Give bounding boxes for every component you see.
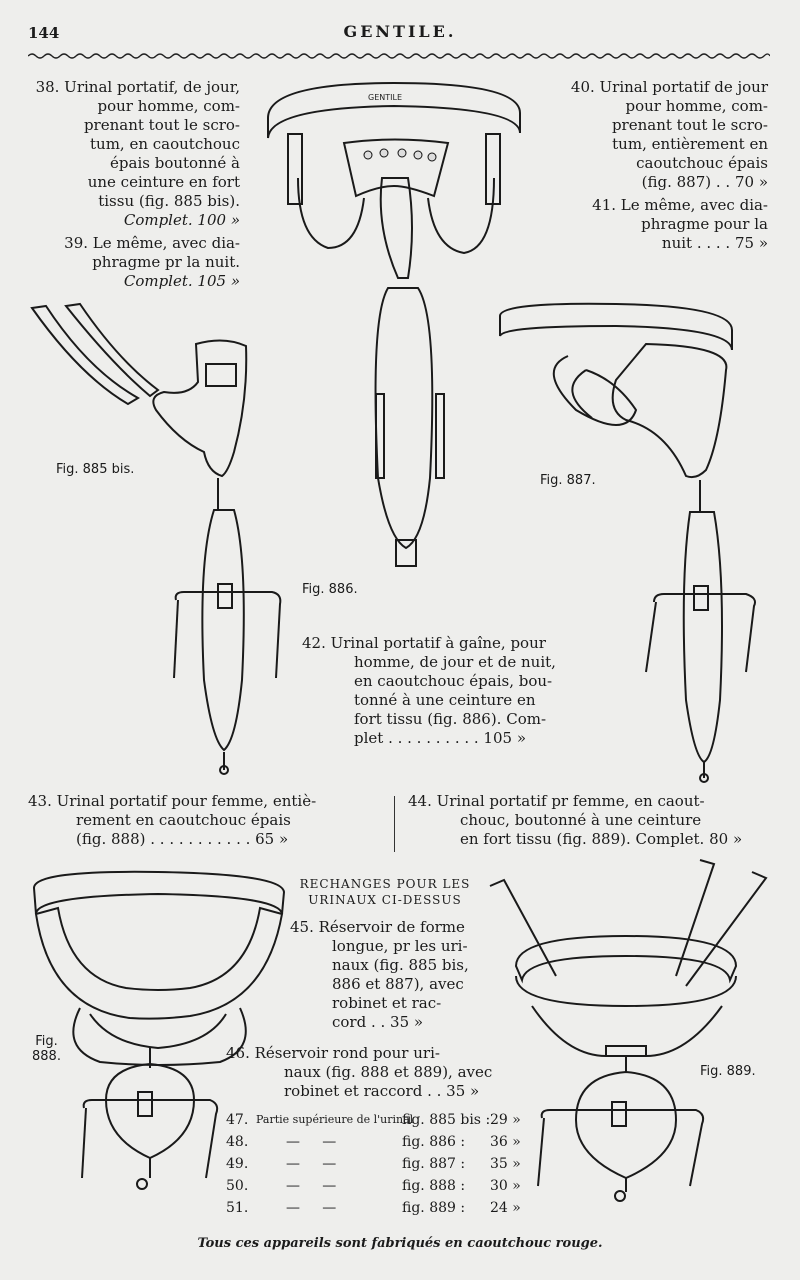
item-38	[28, 78, 240, 230]
row-number: 47.	[226, 1112, 249, 1128]
item-45-line: 886 et 887), avec	[332, 975, 464, 993]
item-45-line: robinet et rac-	[332, 994, 442, 1012]
fig-889-caption: Fig. 889.	[700, 1064, 756, 1079]
item-40-price: (fig. 887) . . 70 »	[641, 173, 768, 191]
item-41-line: phragme pour la	[641, 215, 768, 233]
item-38-line: 38. Urinal portatif, de jour,	[35, 78, 240, 96]
rechanges-heading	[290, 876, 480, 908]
item-46-line: 46. Réservoir rond pour uri-	[226, 1044, 440, 1062]
item-42	[302, 634, 598, 748]
item-44	[408, 792, 770, 849]
fig-889-illustration	[486, 856, 768, 1216]
row-fig: fig. 888 :	[402, 1178, 466, 1194]
row-number: 51.	[226, 1200, 249, 1216]
item-45-price: cord . . 35 »	[332, 1013, 424, 1031]
item-39	[28, 234, 240, 291]
item-44-price: en fort tissu (fig. 889). Complet. 80 »	[460, 830, 743, 848]
fig-888-caption-line: 888.	[32, 1049, 61, 1064]
item-40-line: prenant tout le scro-	[611, 116, 768, 134]
fig-886-illustration	[258, 78, 530, 578]
page-title: GENTILE.	[343, 22, 457, 41]
item-42-line: en caoutchouc épais, bou-	[354, 672, 553, 690]
row-desc: Partie supérieure de l'urinal	[256, 1113, 414, 1126]
row-desc: — —	[286, 1200, 337, 1216]
fig-885bis-caption: Fig. 885 bis.	[56, 462, 135, 477]
item-42-line: fort tissu (fig. 886). Com-	[354, 710, 547, 728]
item-43	[28, 792, 388, 849]
item-38-price: Complet. 100 »	[123, 211, 240, 229]
fig-885bis-illustration	[28, 300, 288, 780]
row-price: 36 »	[490, 1134, 521, 1150]
item-38-line: prenant tout le scro-	[83, 116, 240, 134]
row-price: 35 »	[490, 1156, 521, 1172]
row-price: 24 »	[490, 1200, 521, 1216]
item-42-price: plet . . . . . . . . . . 105 »	[354, 729, 527, 747]
item-38-line: épais boutonné à	[110, 154, 240, 172]
item-43-price: (fig. 888) . . . . . . . . . . . 65 »	[76, 830, 289, 848]
item-38-line: tum, en caoutchouc	[90, 135, 240, 153]
item-45-line: naux (fig. 885 bis,	[332, 956, 469, 974]
item-42-line: 42. Urinal portatif à gaîne, pour	[302, 634, 546, 652]
item-43-line: rement en caoutchouc épais	[76, 811, 291, 829]
item-40	[558, 78, 768, 192]
item-41-price: nuit . . . . 75 »	[661, 234, 768, 252]
item-40-line: tum, entièrement en	[612, 135, 768, 153]
row-fig: fig. 885 bis :	[402, 1112, 491, 1128]
footer-note: Tous ces appareils sont fabriqués en caoutchouc rouge.	[197, 1236, 603, 1251]
item-38-line: pour homme, com-	[97, 97, 240, 115]
page-number: 144	[28, 24, 60, 42]
rechanges-heading-line: RECHANGES POUR LES	[299, 877, 471, 891]
item-40-line: caoutchouc épais	[636, 154, 768, 172]
item-41	[558, 196, 768, 253]
row-price: 29 »	[490, 1112, 521, 1128]
item-42-line: homme, de jour et de nuit,	[354, 653, 556, 671]
item-39-price: Complet. 105 »	[123, 272, 240, 290]
item-38-line: une ceinture en fort	[87, 173, 240, 191]
item-46	[226, 1044, 526, 1101]
item-45-line: longue, pr les uri-	[332, 937, 468, 955]
fig-888-caption	[32, 1034, 61, 1064]
item-38-line: tissu (fig. 885 bis).	[98, 192, 240, 210]
rechanges-heading-line: URINAUX CI-DESSUS	[308, 893, 462, 907]
item-40-line: pour homme, com-	[625, 97, 768, 115]
row-fig: fig. 889 :	[402, 1200, 466, 1216]
row-number: 50.	[226, 1178, 249, 1194]
row-fig: fig. 886 :	[402, 1134, 466, 1150]
item-44-line: chouc, boutonné à une ceinture	[460, 811, 702, 829]
row-price: 30 »	[490, 1178, 521, 1194]
header-rule	[28, 52, 770, 60]
fig-888-caption-line: Fig.	[35, 1034, 58, 1049]
fig-886-caption: Fig. 886.	[302, 582, 358, 597]
row-number: 48.	[226, 1134, 249, 1150]
item-42-line: tonné à une ceinture en	[354, 691, 536, 709]
item-39-line: 39. Le même, avec dia-	[64, 234, 240, 252]
item-40-line: 40. Urinal portatif de jour	[570, 78, 768, 96]
item-46-price: robinet et raccord . . 35 »	[284, 1082, 480, 1100]
row-number: 49.	[226, 1156, 249, 1172]
row-desc: — —	[286, 1134, 337, 1150]
item-43-line: 43. Urinal portatif pour femme, entiè-	[28, 792, 317, 810]
item-39-line: phragme pr la nuit.	[92, 253, 240, 271]
item-41-line: 41. Le même, avec dia-	[592, 196, 768, 214]
item-46-line: naux (fig. 888 et 889), avec	[284, 1063, 493, 1081]
item-44-line: 44. Urinal portatif pr femme, en caout-	[408, 792, 705, 810]
item-45	[290, 918, 480, 1032]
row-desc: — —	[286, 1156, 337, 1172]
row-desc: — —	[286, 1178, 337, 1194]
row-fig: fig. 887 :	[402, 1156, 466, 1172]
belt-label: GENTILE	[368, 93, 402, 102]
fig-887-caption: Fig. 887.	[540, 473, 596, 488]
column-divider	[394, 796, 397, 852]
item-45-line: 45. Réservoir de forme	[290, 918, 465, 936]
